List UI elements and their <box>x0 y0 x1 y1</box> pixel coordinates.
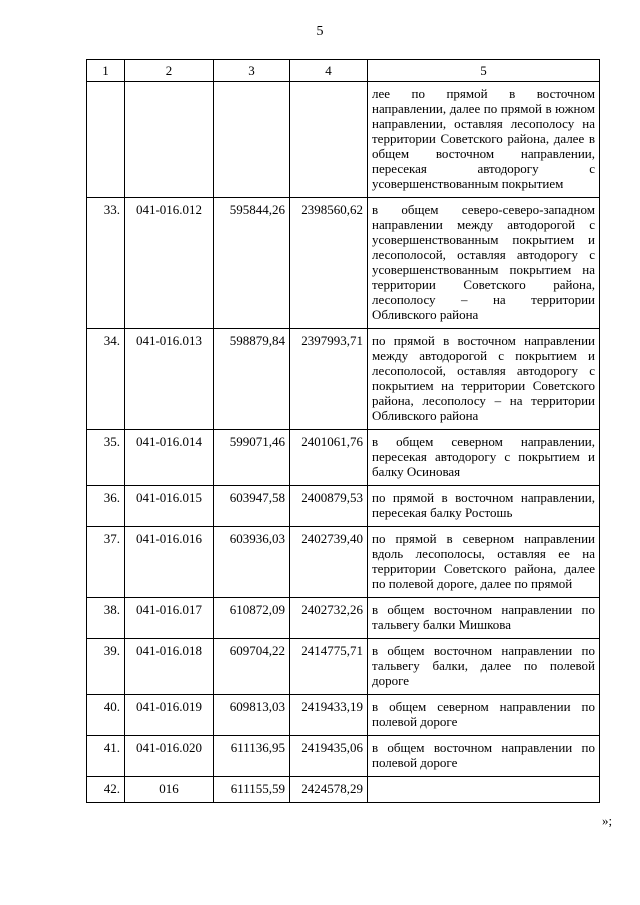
cell-code: 041-016.016 <box>125 527 214 598</box>
header-col-1: 1 <box>87 60 125 82</box>
table-row <box>87 736 600 777</box>
cell-y: 2419435,06 <box>290 736 368 777</box>
cell-code: 041-016.014 <box>125 430 214 486</box>
cell-x <box>214 82 290 198</box>
cell-description: в общем северном направлении, пересекая автодорогу с покрытием и балку Осиновая <box>368 430 600 486</box>
cell-description: лее по прямой в восточном направлении, далее по прямой в южном направлении, оставляя лесополосу на территории Советского района, далее в общем восточном направлении, пересекая автодорогу с усовершенствованным покрытием <box>368 82 600 198</box>
header-col-2: 2 <box>125 60 214 82</box>
continuation-row <box>87 82 600 198</box>
cell-x: 603936,03 <box>214 527 290 598</box>
table-row <box>87 639 600 695</box>
cell-code: 041-016.017 <box>125 598 214 639</box>
cell-description: по прямой в северном направлении вдоль лесополосы, оставляя ее на территории Советского района, далее по полевой дороге, далее по прямой <box>368 527 600 598</box>
cell-description: в общем восточном направлении по полевой дороге <box>368 736 600 777</box>
cell-number: 33. <box>87 198 125 329</box>
cell-x: 595844,26 <box>214 198 290 329</box>
cell-x: 599071,46 <box>214 430 290 486</box>
cell-number: 34. <box>87 329 125 430</box>
table-row <box>87 527 600 598</box>
coordinates-table <box>86 59 600 803</box>
cell-description: в общем северном направлении по полевой дороге <box>368 695 600 736</box>
cell-description: в общем восточном направлении по тальвегу балки Мишкова <box>368 598 600 639</box>
table-row <box>87 598 600 639</box>
cell-number: 35. <box>87 430 125 486</box>
cell-number <box>87 82 125 198</box>
cell-number: 42. <box>87 777 125 803</box>
closing-mark: »; <box>602 813 613 828</box>
cell-y: 2400879,53 <box>290 486 368 527</box>
cell-x: 611136,95 <box>214 736 290 777</box>
cell-y: 2401061,76 <box>290 430 368 486</box>
cell-x: 610872,09 <box>214 598 290 639</box>
cell-number: 38. <box>87 598 125 639</box>
cell-x: 603947,58 <box>214 486 290 527</box>
table-row <box>87 198 600 329</box>
cell-x: 598879,84 <box>214 329 290 430</box>
cell-number: 40. <box>87 695 125 736</box>
cell-description: по прямой в восточном направлении, пересекая балку Ростошь <box>368 486 600 527</box>
cell-code: 041-016.018 <box>125 639 214 695</box>
cell-description: в общем северо-северо-западном направлении между автодорогой с усовершенствованным покрытием и лесополосой, оставляя автодорогу с усовершенствованным покрытием на территории Советского района, лесополосу – на территории Обливского района <box>368 198 600 329</box>
cell-y: 2402732,26 <box>290 598 368 639</box>
cell-code <box>125 82 214 198</box>
table-row <box>87 695 600 736</box>
cell-number: 36. <box>87 486 125 527</box>
table-row <box>87 777 600 803</box>
cell-y: 2402739,40 <box>290 527 368 598</box>
cell-code: 016 <box>125 777 214 803</box>
table-row <box>87 329 600 430</box>
cell-x: 611155,59 <box>214 777 290 803</box>
cell-code: 041-016.019 <box>125 695 214 736</box>
cell-y <box>290 82 368 198</box>
cell-code: 041-016.020 <box>125 736 214 777</box>
table-row <box>87 430 600 486</box>
cell-y: 2397993,71 <box>290 329 368 430</box>
cell-x: 609704,22 <box>214 639 290 695</box>
cell-description: по прямой в восточном направлении между автодорогой с покрытием и лесополосой, оставляя автодорогу с покрытием на территории Советского района, лесополосу – на территории Обливского района <box>368 329 600 430</box>
cell-x: 609813,03 <box>214 695 290 736</box>
cell-number: 37. <box>87 527 125 598</box>
page-number: 5 <box>316 24 324 39</box>
cell-number: 41. <box>87 736 125 777</box>
header-col-4: 4 <box>290 60 368 82</box>
cell-code: 041-016.012 <box>125 198 214 329</box>
cell-y: 2419433,19 <box>290 695 368 736</box>
header-col-3: 3 <box>214 60 290 82</box>
cell-code: 041-016.015 <box>125 486 214 527</box>
cell-description: в общем восточном направлении по тальвегу балки, далее по полевой дороге <box>368 639 600 695</box>
cell-code: 041-016.013 <box>125 329 214 430</box>
cell-y: 2398560,62 <box>290 198 368 329</box>
table-row <box>87 486 600 527</box>
cell-y: 2424578,29 <box>290 777 368 803</box>
header-row <box>87 60 600 82</box>
cell-y: 2414775,71 <box>290 639 368 695</box>
cell-number: 39. <box>87 639 125 695</box>
header-col-5: 5 <box>368 60 600 82</box>
cell-description <box>368 777 600 803</box>
